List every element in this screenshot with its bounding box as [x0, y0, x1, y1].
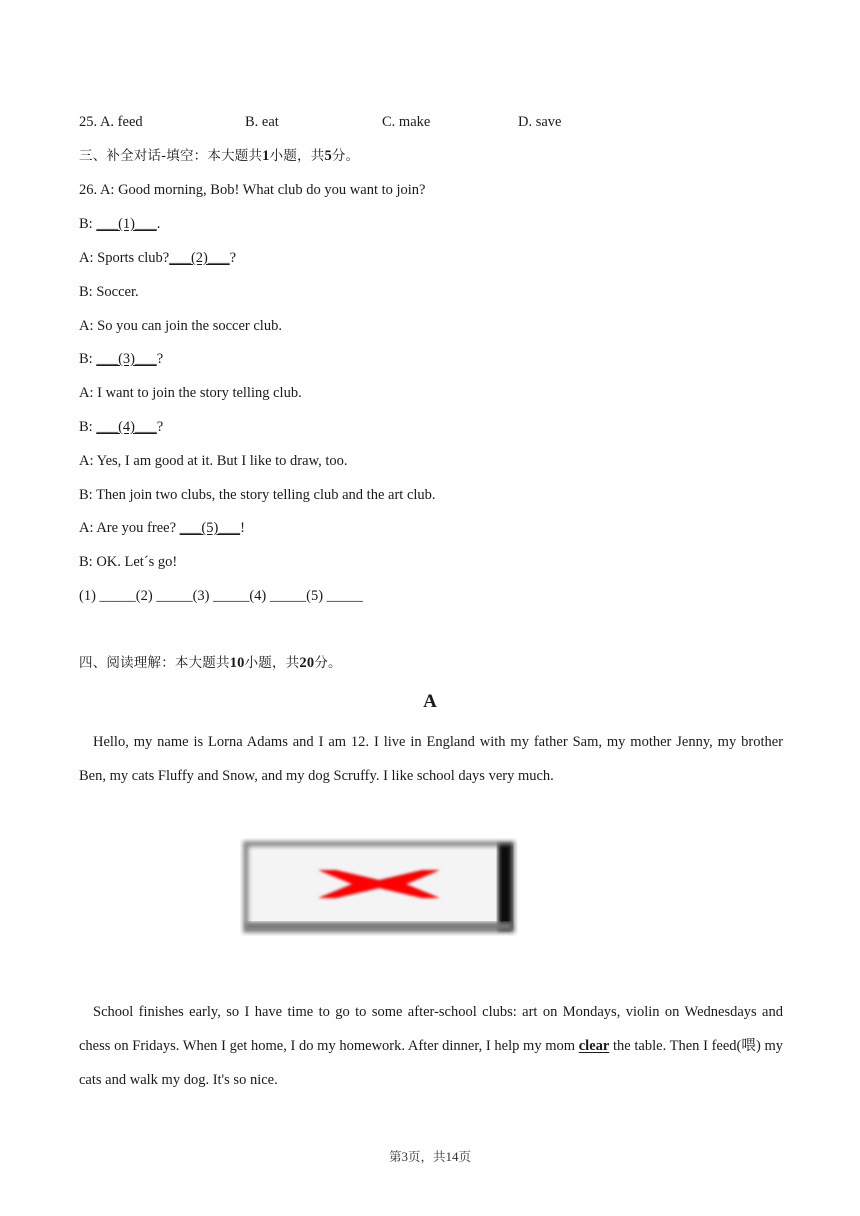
dialogue-line-10: B: Then join two clubs, the story telling club and the art club.	[79, 487, 436, 503]
total-pages: 14	[445, 1149, 459, 1164]
answer-blanks-line[interactable]: (1) _____(2) _____(3) _____(4) _____(5) _____	[79, 588, 363, 604]
q25-number: 25.	[79, 114, 100, 130]
blank-5[interactable]: ___(5)___	[179, 520, 241, 536]
dialogue-line-3: A: Sports club?___(2)___?	[79, 250, 237, 266]
blank-3[interactable]: ___(3)___	[96, 351, 157, 367]
q25-option-b: B. eat	[245, 114, 279, 130]
dialogue-line-6: B: ___(3)___?	[79, 351, 164, 367]
keyword-clear: clear	[578, 1038, 610, 1054]
current-page-number: 3	[401, 1149, 408, 1164]
dialogue-line-7: A: I want to join the story telling club.	[79, 385, 302, 401]
q25-option-c: C. make	[382, 114, 431, 130]
q25-option-d: D. save	[518, 114, 562, 130]
dialogue-line-9: A: Yes, I am good at it. But I like to draw, too.	[79, 453, 348, 469]
dialogue-line-4: B: Soccer.	[79, 284, 139, 300]
passage-paragraph-2: School finishes early, so I have time to go to some after-school clubs: art on Mondays, violin on Wednesdays and chess on Fridays. When I get home, I do my homework. After dinner, I help my mom clear the table. Then I feed(喂) my cats and walk my dog. It's so nice.	[79, 1004, 784, 1088]
blank-2[interactable]: ___(2)___	[169, 250, 230, 266]
q25-option-a: 25. A. feed	[79, 114, 143, 130]
broken-image-x-icon	[240, 838, 518, 936]
passage-paragraph-1: Hello, my name is Lorna Adams and I am 12. I live in England with my father Sam, my mother Jenny, my brother Ben, my cats Fluffy and Snow, and my dog Scruffy. I like school days very much.	[79, 734, 783, 784]
blank-4[interactable]: ___(4)___	[96, 419, 157, 435]
section-4-heading: 四、阅读理解：本大题共10小题，共20分。	[79, 655, 342, 671]
section-3-heading: 三、补全对话-填空：本大题共1小题，共5分。	[79, 148, 360, 164]
dialogue-line-11: A: Are you free? ___(5)___!	[79, 520, 245, 536]
dialogue-line-5: A: So you can join the soccer club.	[79, 318, 282, 334]
dialogue-line-2: B: ___(1)___.	[79, 216, 161, 232]
dialogue-line-8: B: ___(4)___?	[79, 419, 164, 435]
dialogue-line-1: 26. A: Good morning, Bob! What club do you want to join?	[79, 182, 426, 198]
dialogue-line-12: B: OK. Letˊs go!	[79, 554, 178, 570]
passage-title: A	[423, 691, 437, 712]
blank-1[interactable]: ___(1)___	[96, 216, 157, 232]
page-footer: 第3页，共14页	[388, 1149, 472, 1164]
